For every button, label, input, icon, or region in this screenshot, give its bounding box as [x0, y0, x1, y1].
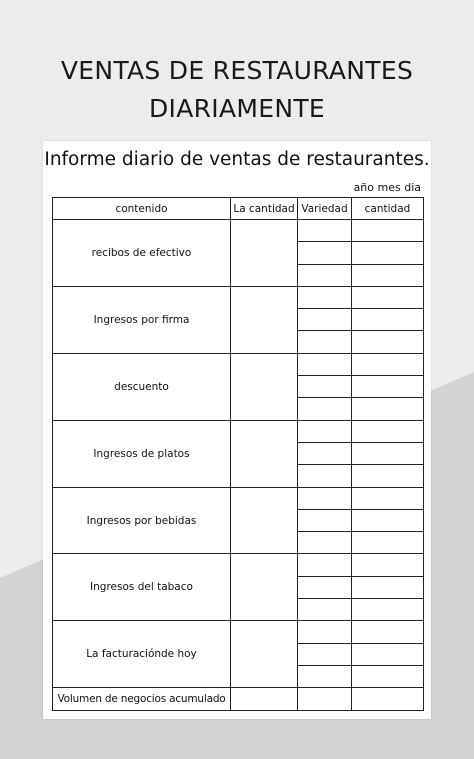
variety-cell[interactable]: [298, 665, 352, 687]
quantity-cell[interactable]: [231, 220, 298, 287]
table-row: [53, 621, 424, 643]
row-label: Ingresos del tabaco: [53, 554, 231, 621]
variety-cell[interactable]: [298, 532, 352, 554]
amount-cell[interactable]: [352, 576, 424, 598]
page-title: [0, 52, 474, 128]
quantity-cell[interactable]: [231, 554, 298, 621]
table-header-row: [53, 198, 424, 220]
amount-cell[interactable]: [352, 532, 424, 554]
amount-cell[interactable]: [352, 242, 424, 264]
variety-cell[interactable]: [298, 353, 352, 375]
variety-cell[interactable]: [298, 420, 352, 442]
row-label: descuento: [53, 353, 231, 420]
row-label: Ingresos por firma: [53, 286, 231, 353]
table-row: [53, 220, 424, 242]
amount-cell[interactable]: [352, 665, 424, 687]
table-row: [53, 554, 424, 576]
variety-cell[interactable]: [298, 398, 352, 420]
variety-cell[interactable]: [298, 509, 352, 531]
column-header-la-cantidad: La cantidad: [231, 198, 298, 220]
total-label: Volumen de negocios acumulado: [53, 688, 231, 710]
total-row: [53, 688, 424, 710]
quantity-cell[interactable]: [231, 621, 298, 688]
row-label: Ingresos de platos: [53, 420, 231, 487]
amount-cell[interactable]: [352, 487, 424, 509]
total-quantity-cell[interactable]: [231, 688, 298, 710]
table-row: [53, 420, 424, 442]
amount-cell[interactable]: [352, 599, 424, 621]
row-label: La facturaciónde hoy: [53, 621, 231, 688]
amount-cell[interactable]: [352, 353, 424, 375]
amount-cell[interactable]: [352, 643, 424, 665]
amount-cell[interactable]: [352, 264, 424, 286]
table-row: [53, 487, 424, 509]
variety-cell[interactable]: [298, 576, 352, 598]
amount-cell[interactable]: [352, 331, 424, 353]
variety-cell[interactable]: [298, 309, 352, 331]
date-label: año mes dia: [353, 181, 421, 194]
amount-cell[interactable]: [352, 554, 424, 576]
total-variety-cell[interactable]: [298, 688, 352, 710]
variety-cell[interactable]: [298, 621, 352, 643]
amount-cell[interactable]: [352, 220, 424, 242]
column-header-contenido: contenido: [53, 198, 231, 220]
amount-cell[interactable]: [352, 398, 424, 420]
report-sheet: [43, 141, 431, 719]
variety-cell[interactable]: [298, 487, 352, 509]
variety-cell[interactable]: [298, 554, 352, 576]
total-amount-cell[interactable]: [352, 688, 424, 710]
amount-cell[interactable]: [352, 376, 424, 398]
amount-cell[interactable]: [352, 420, 424, 442]
variety-cell[interactable]: [298, 242, 352, 264]
variety-cell[interactable]: [298, 442, 352, 464]
variety-cell[interactable]: [298, 599, 352, 621]
table-row: [53, 286, 424, 308]
quantity-cell[interactable]: [231, 353, 298, 420]
column-header-cantidad: cantidad: [352, 198, 424, 220]
variety-cell[interactable]: [298, 220, 352, 242]
page-title-line-1: VENTAS DE RESTAURANTES: [60, 56, 414, 85]
quantity-cell[interactable]: [231, 286, 298, 353]
variety-cell[interactable]: [298, 331, 352, 353]
row-label: Ingresos por bebidas: [53, 487, 231, 554]
sales-table: [52, 197, 424, 711]
variety-cell[interactable]: [298, 264, 352, 286]
variety-cell[interactable]: [298, 465, 352, 487]
variety-cell[interactable]: [298, 643, 352, 665]
variety-cell[interactable]: [298, 376, 352, 398]
amount-cell[interactable]: [352, 442, 424, 464]
variety-cell[interactable]: [298, 286, 352, 308]
amount-cell[interactable]: [352, 465, 424, 487]
quantity-cell[interactable]: [231, 487, 298, 554]
quantity-cell[interactable]: [231, 420, 298, 487]
amount-cell[interactable]: [352, 621, 424, 643]
row-label: recibos de efectivo: [53, 220, 231, 287]
amount-cell[interactable]: [352, 509, 424, 531]
report-heading: Informe diario de ventas de restaurantes.: [44, 149, 430, 170]
amount-cell[interactable]: [352, 309, 424, 331]
table-row: [53, 353, 424, 375]
page-title-line-2: DIARIAMENTE: [148, 94, 325, 123]
column-header-variedad: Variedad: [298, 198, 352, 220]
amount-cell[interactable]: [352, 286, 424, 308]
